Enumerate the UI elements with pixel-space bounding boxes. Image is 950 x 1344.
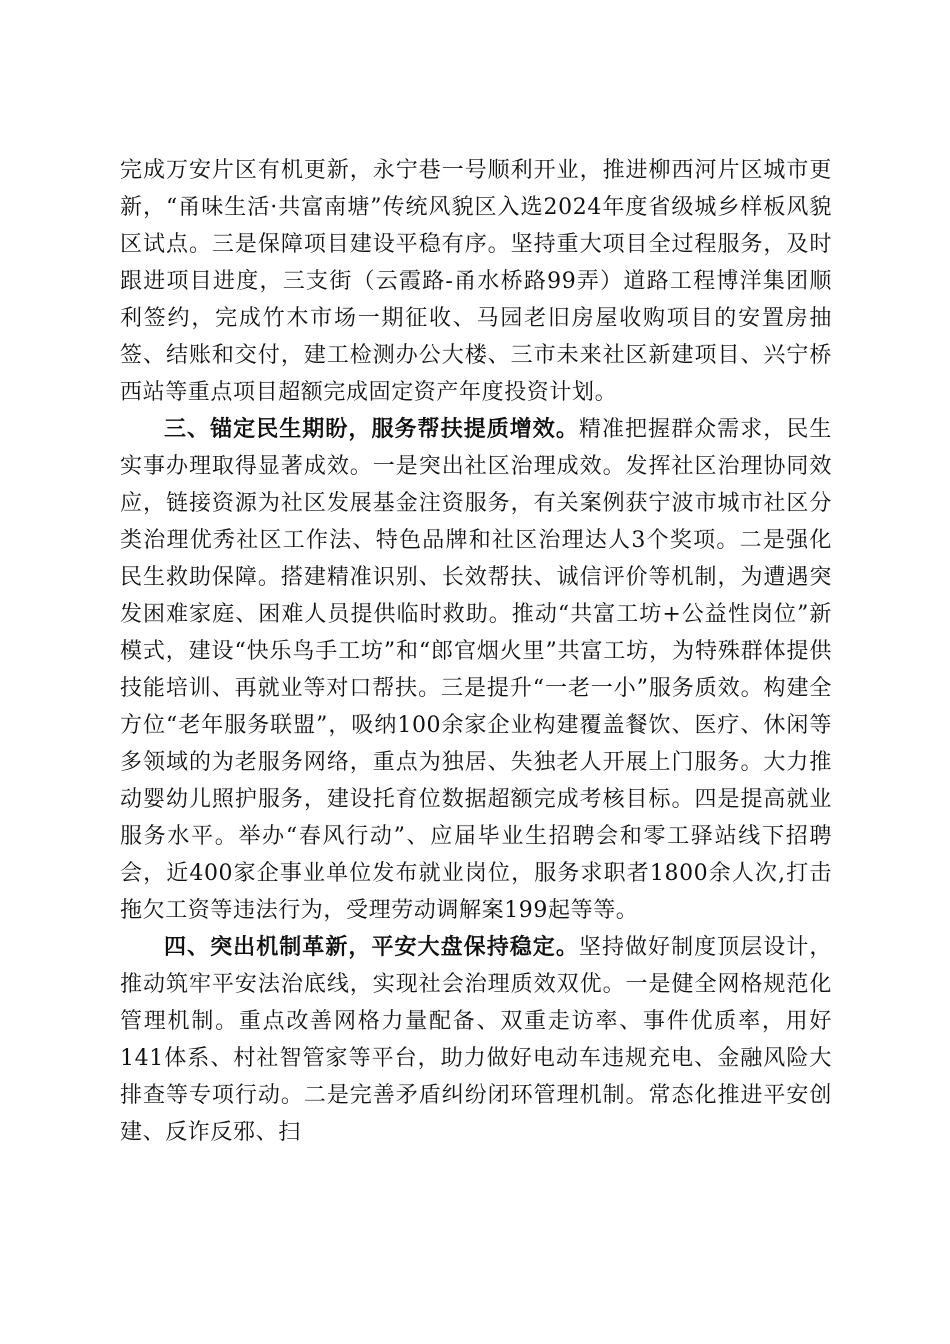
- document-body: [120, 152, 832, 1151]
- section-heading: 三、锚定民生期盼，服务帮扶提质增效。: [164, 417, 579, 442]
- paragraph-body: 完成万安片区有机更新，永宁巷一号顺利开业，推进柳西河片区城市更新，“甬味生活·共富南塘”传统风貌区入选2024年度省级城乡样板风貌区试点。三是保障项目建设平稳有序。坚持重大项目全过程服务，及时跟进项目进度，三支街（云霞路-甬水桥路99弄）道路工程博洋集团顺利签约，完成竹木市场一期征收、马园老旧房屋收购项目的安置房抽签、结账和交付，建工检测办公大楼、三市未来社区新建项目、兴宁桥西站等重点项目超额完成固定资产年度投资计划。: [120, 158, 832, 405]
- paragraph-section-4: [120, 929, 832, 1151]
- paragraph-continuation: [120, 152, 832, 411]
- paragraph-body: 坚持做好制度顶层设计，推动筑牢平安法治底线，实现社会治理质效双优。一是健全网格规范化管理机制。重点改善网格力量配备、双重走访率、事件优质率，用好141体系、村社智管家等平台，助力做好电动车违规充电、金融风险大排查等专项行动。二是完善矛盾纠纷闭环管理机制。常态化推进平安创建、反诈反邪、扫: [120, 935, 832, 1145]
- section-heading: 四、突出机制革新，平安大盘保持稳定。: [164, 935, 579, 960]
- paragraph-section-3: [120, 411, 832, 929]
- paragraph-body: 精准把握群众需求，民生实事办理取得显著成效。一是突出社区治理成效。发挥社区治理协同效应，链接资源为社区发展基金注资服务，有关案例获宁波市城市社区分类治理优秀社区工作法、特色品牌和社区治理达人3个奖项。二是强化民生救助保障。搭建精准识别、长效帮扶、诚信评价等机制，为遭遇突发困难家庭、困难人员提供临时救助。推动“共富工坊+公益性岗位”新模式，建设“快乐鸟手工坊”和“郎官烟火里”共富工坊，为特殊群体提供技能培训、再就业等对口帮扶。三是提升“一老一小”服务质效。构建全方位“老年服务联盟”，吸纳100余家企业构建覆盖餐饮、医疗、休闲等多领域的为老服务网络，重点为独居、失独老人开展上门服务。大力推动婴幼儿照护服务，建设托育位数据超额完成考核目标。四是提高就业服务水平。举办“春风行动”、应届毕业生招聘会和零工驿站线下招聘会，近400家企事业单位发布就业岗位，服务求职者1800余人次,打击拖欠工资等违法行为，受理劳动调解案199起等等。: [120, 417, 832, 923]
